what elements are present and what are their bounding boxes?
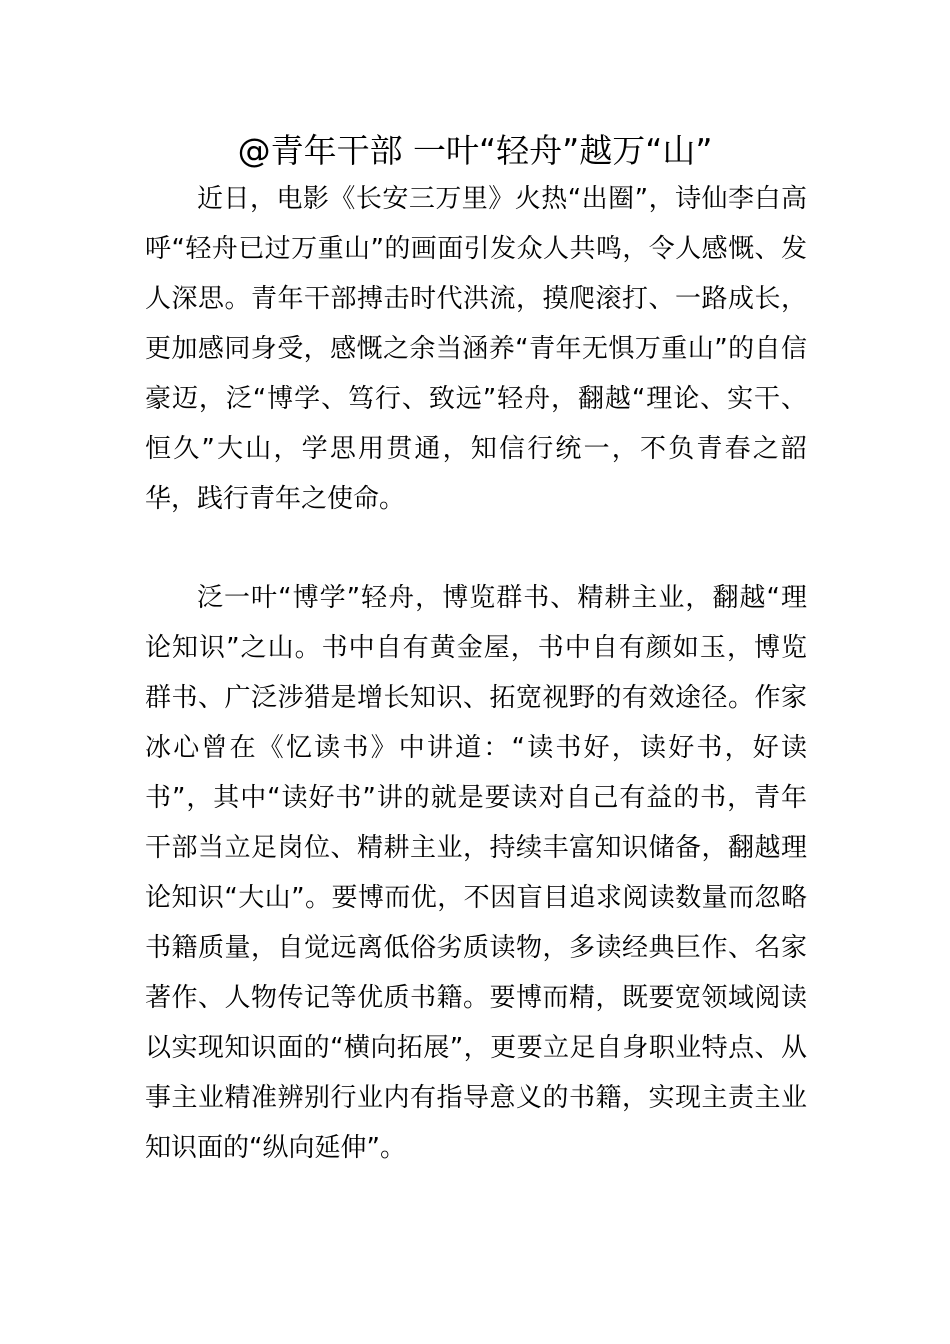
paragraph-boxue: 泛一叶“博学”轻舟，博览群书、精耕主业，翻越“理论知识”之山。书中自有黄金屋，书中自有颜如玉，博览群书、广泛涉猎是增长知识、拓宽视野的有效途径。作家冰心曾在《忆读书》中讲道：“读书好，读好书，好读书”，其中“读好书”讲的就是要读对自己有益的书，青年干部当立足岗位、精耕主业，持续丰富知识储备，翻越理论知识“大山”。要博而优，不因盲目追求阅读数量而忽略书籍质量，自觉远离低俗劣质读物，多读经典巨作、名家著作、人物传记等优质书籍。要博而精，既要宽领域阅读以实现知识面的“横向拓展”，更要立足自身职业特点、从事主业精准辨别行业内有指导意义的书籍，实现主责主业知识面的“纵向延伸”。 [145, 583, 807, 1163]
article-title: @青年干部 一叶“轻舟”越万“山” [237, 131, 713, 170]
paragraph-intro: 近日，电影《长安三万里》火热“出圈”，诗仙李白高呼“轻舟已过万重山”的画面引发众人共鸣，令人感慨、发人深思。青年干部搏击时代洪流，摸爬滚打、一路成长，更加感同身受，感慨之余当涵养“青年无惧万重山”的自信豪迈，泛“博学、笃行、致远”轻舟，翻越“理论、实干、恒久”大山，学思用贯通，知信行统一，不负青春之韶华，践行青年之使命。 [145, 184, 807, 514]
